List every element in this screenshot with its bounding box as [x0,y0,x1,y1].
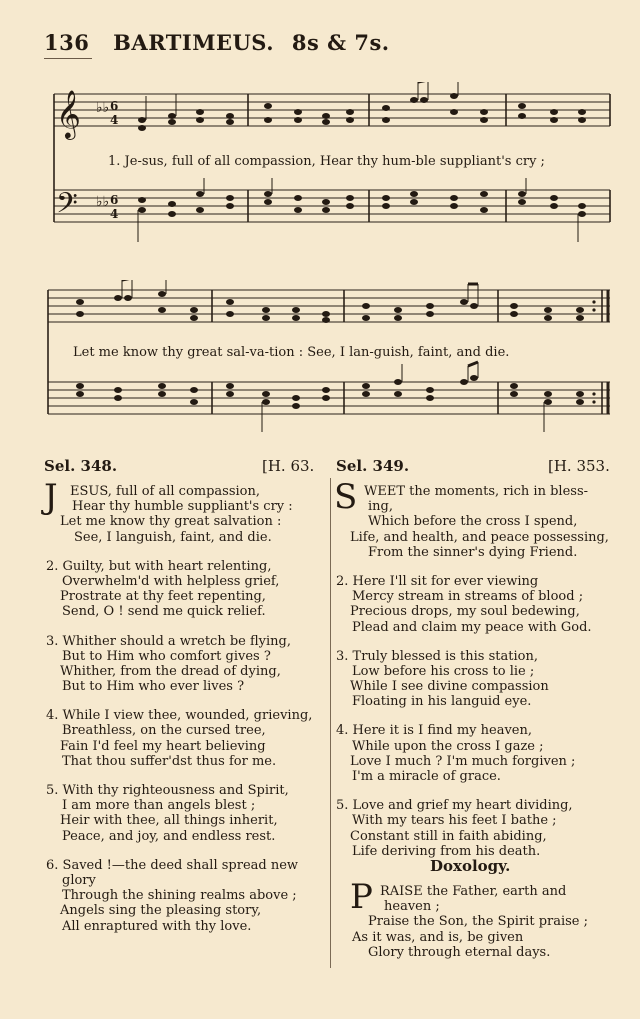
stanza-line: Low before his cross to lie ; [352,663,535,679]
stanza-4 [46,708,326,769]
stanza-3 [336,649,616,710]
doxology [350,877,612,960]
treble-clef-icon: 𝄞 [56,89,81,138]
lyrics-line-2: Let me know thy great sal-va-tion : See, I lan-guish, faint, and die. [73,345,510,360]
stanza-line: All enraptured with thy love. [62,918,252,934]
stanza-line: glory [62,872,96,888]
flat-icon: ♭♭ [96,100,110,116]
stanza-line: While upon the cross I gaze ; [352,738,544,754]
stanza-1-line-1: WEET the moments, rich in bless- [364,484,589,499]
stanza-line: 2. Here I'll sit for ever viewing [336,573,539,589]
stanza-line: Which before the cross I spend, [368,514,578,530]
stanza-line: Precious drops, my soul bedewing, [350,604,580,620]
tune-name: BARTIMEUS. [113,30,275,55]
stanza-1 [44,477,326,545]
stanza-line: Heir with thee, all things inherit, [60,813,278,829]
stanza-line: Floating in his languid eye. [352,694,532,710]
stanza-line: But to Him who ever lives ? [62,679,245,695]
stanza-line: I'm a miracle of grace. [352,769,501,784]
svg-text:6: 6 [110,99,119,113]
stanza-1-line-1: ESUS, full of all compassion, [70,484,260,499]
stanza-line: 6. Saved !—the deed shall spread new [46,857,299,873]
meter: 8s & 7s. [291,30,390,55]
lyrics-line-1: 1. Je-sus, full of all compassion, Hear thy hum-ble suppliant's cry ; [108,154,545,169]
stanza-line: Overwhelm'd with helpless grief, [62,573,280,589]
drop-cap: S [334,477,358,517]
stanza-line: heaven ; [384,899,440,915]
stanza-line: Constant still in faith abiding, [350,828,547,844]
stanza-line: Life, and health, and peace possessing, [350,529,609,545]
stanza-line: Life deriving from his death. [352,843,541,859]
stanza-5 [336,798,616,859]
hymn-348 [44,477,326,948]
stanza-line: Praise the Son, the Spirit praise ; [368,914,589,930]
svg-text:♭♭: ♭♭ [96,194,110,210]
stanza-line: Let me know thy great salvation : [60,514,282,530]
stanza-line: While I see divine compassion [350,679,549,695]
bass-clef-icon: 𝄢 [56,187,78,227]
stanza-line: Send, O ! send me quick relief. [62,604,266,620]
selection-348-ref: [H. 63. [262,457,315,475]
selection-349-ref: [H. 353. [548,457,610,475]
selection-349-label: Sel. 349. [336,457,410,475]
stanza-line: 3. Whither should a wretch be flying, [46,633,291,649]
stanza-line: Whither, from the dread of dying, [60,663,281,679]
stanza-line: Love I much ? I'm much forgiven ; [350,753,576,769]
stanza-6 [46,858,326,934]
stanza-4 [336,723,616,784]
stanza-line: Hear thy humble suppliant's cry : [72,499,293,515]
stanza-line: As it was, and is, be given [352,929,524,945]
column-divider [330,478,331,968]
stanza-line: 4. Here it is I find my heaven, [336,723,533,739]
music-system-2 [44,280,616,440]
stanza-line: ing, [368,499,393,515]
stanza-line: From the sinner's dying Friend. [368,544,578,560]
stanza-line: Plead and claim my peace with God. [352,619,592,635]
stanza-2 [46,559,326,620]
stanza-line: That thou suffer'dst thus for me. [62,753,277,769]
stanza-line: Prostrate at thy feet repenting, [60,589,266,605]
stanza-line: Peace, and joy, and endless rest. [62,828,276,844]
stanza-1 [334,477,616,560]
stanza-line: Through the shining realms above ; [62,888,297,904]
svg-text:6: 6 [110,193,119,207]
stanza-line: See, I languish, faint, and die. [74,529,272,545]
stanza-2 [336,574,616,635]
page-number: 136 [44,30,90,55]
stanza-line: Breathless, on the cursed tree, [62,723,266,739]
stanza-line: 5. Love and grief my heart dividing, [336,798,573,814]
stanza-line: 2. Guilty, but with heart relenting, [46,558,272,574]
stanza-line: Mercy stream in streams of blood ; [352,589,584,605]
selection-348-label: Sel. 348. [44,457,118,475]
drop-cap: P [350,877,373,917]
stanza-line: 3. Truly blessed is this station, [336,648,538,664]
svg-text:4: 4 [110,207,119,221]
stanza-line: With my tears his feet I bathe ; [352,813,557,829]
doxology-title: Doxology. [430,857,511,875]
stanza-line: Glory through eternal days. [368,944,551,960]
drop-cap: J [44,477,58,517]
svg-text:4: 4 [110,113,119,127]
stanza-line: 5. With thy righteousness and Spirit, [46,783,289,798]
stanza-3 [46,634,326,695]
stanza-line: Angels sing the pleasing story, [60,903,262,919]
header-rule [44,58,92,59]
stanza-line: 4. While I view thee, wounded, grieving, [46,708,313,724]
page-header [44,30,390,55]
stanza-line: Fain I'd feel my heart believing [60,738,266,754]
doxology-line-1: RAISE the Father, earth and [380,884,567,899]
stanza-5 [46,783,326,844]
hymn-349 [334,477,616,873]
stanza-line: But to Him who comfort gives ? [62,648,271,664]
stanza-line: I am more than angels blest ; [62,798,256,814]
